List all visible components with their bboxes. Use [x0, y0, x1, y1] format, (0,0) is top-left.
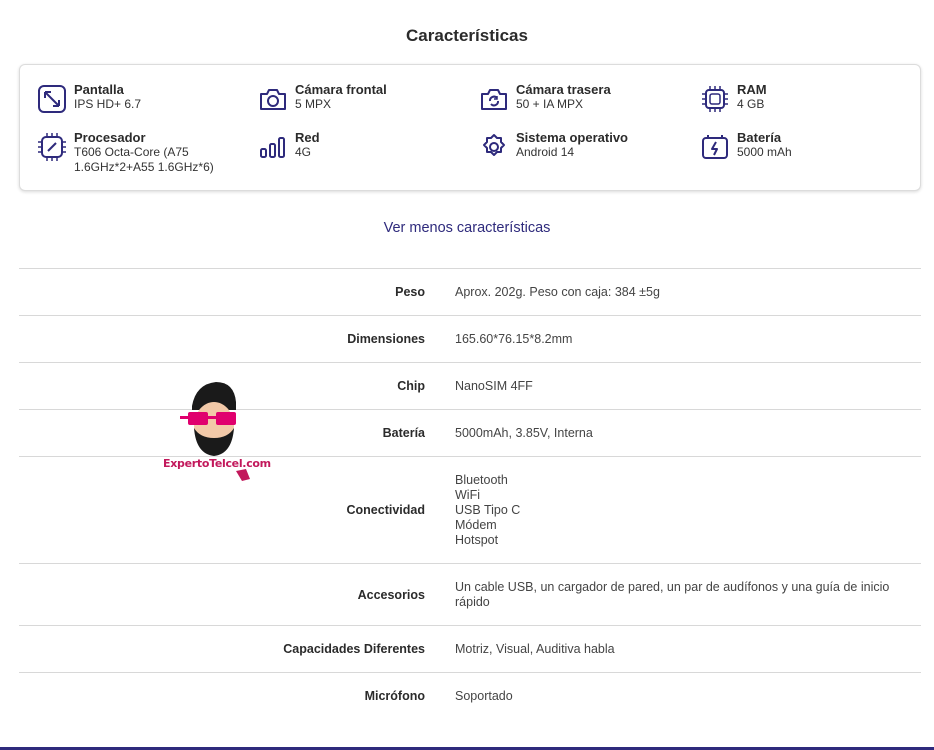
table-row	[19, 315, 921, 362]
row-value: Soportado	[455, 688, 513, 703]
spec-label: Procesador	[74, 130, 146, 145]
spec-value: 4 GB	[737, 97, 765, 111]
row-key: Peso	[395, 285, 425, 299]
spec-value: IPS HD+ 6.7	[74, 97, 142, 111]
camera-rotate-icon	[479, 84, 509, 114]
row-value: 165.60*76.15*8.2mm	[455, 331, 573, 346]
specs-card	[19, 64, 921, 191]
list-item: WiFi	[455, 487, 480, 502]
spec-front-camera	[258, 82, 387, 114]
spec-label: Cámara frontal	[295, 82, 387, 97]
row-value: 5000mAh, 3.85V, Interna	[455, 425, 593, 440]
gear-icon	[479, 132, 509, 162]
screen-resize-icon	[37, 84, 67, 114]
spec-screen	[37, 82, 141, 114]
spec-rear-camera	[479, 82, 611, 114]
toggle-features-link[interactable]: Ver menos características	[383, 220, 551, 236]
processor-icon	[37, 132, 67, 162]
watermark-logo	[160, 376, 270, 491]
spec-os	[479, 130, 628, 162]
table-row	[19, 409, 921, 456]
spec-label: Sistema operativo	[516, 130, 628, 145]
table-row	[19, 563, 921, 625]
list-item: Bluetooth	[455, 472, 508, 487]
spec-label: RAM	[737, 82, 767, 97]
spec-ram	[700, 82, 767, 114]
table-row	[19, 625, 921, 672]
row-key: Batería	[382, 426, 425, 440]
spec-value: 50 + IA MPX	[516, 97, 584, 111]
row-value: Un cable USB, un cargador de pared, un par de audífonos y una guía de inicio rápido	[455, 579, 890, 609]
spec-value: T606 Octa-Core (A75 1.6GHz*2+A55 1.6GHz*6)	[74, 145, 214, 174]
table-row	[19, 456, 921, 563]
row-key: Conectividad	[346, 503, 425, 517]
row-key: Accesorios	[357, 587, 425, 602]
list-item: USB Tipo C	[455, 502, 521, 517]
spec-value: 5 MPX	[295, 97, 332, 111]
spec-processor	[37, 130, 224, 175]
row-key: Capacidades Diferentes	[283, 642, 425, 656]
row-value-list	[455, 473, 921, 548]
row-key: Chip	[397, 379, 425, 393]
spec-label: Batería	[737, 130, 782, 145]
section-title: Características	[406, 26, 528, 45]
spec-value: 4G	[295, 145, 312, 159]
battery-icon	[700, 132, 730, 162]
memory-chip-icon	[700, 84, 730, 114]
row-key: Dimensiones	[347, 332, 425, 346]
watermark-text: ExpertoTelcel.com	[163, 457, 271, 470]
row-value: Motriz, Visual, Auditiva habla	[455, 641, 615, 656]
spec-label: Cámara trasera	[516, 82, 611, 97]
spec-network	[258, 130, 320, 162]
list-item: Módem	[455, 517, 497, 532]
list-item: Hotspot	[455, 532, 499, 547]
camera-icon	[258, 84, 288, 114]
spec-value: Android 14	[516, 145, 575, 159]
table-row	[19, 362, 921, 409]
table-row	[19, 268, 921, 315]
table-row	[19, 672, 921, 719]
spec-label: Red	[295, 130, 320, 145]
spec-battery	[700, 130, 792, 162]
spec-label: Pantalla	[74, 82, 124, 97]
signal-bars-icon	[258, 132, 288, 162]
row-value: NanoSIM 4FF	[455, 378, 533, 393]
spec-value: 5000 mAh	[737, 145, 792, 159]
details-table	[19, 268, 921, 719]
row-value: Aprox. 202g. Peso con caja: 384 ±5g	[455, 284, 660, 299]
row-key: Micrófono	[364, 689, 425, 703]
